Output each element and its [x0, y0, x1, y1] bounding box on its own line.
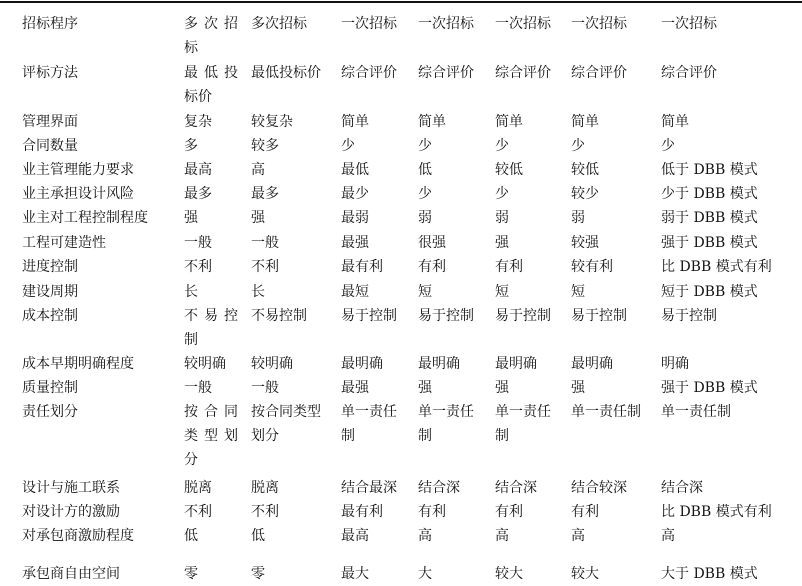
table-cell: 较复杂	[251, 114, 293, 130]
table-cell: 低	[251, 528, 265, 544]
row-header-cell: 工程可建造性	[22, 235, 106, 251]
row-header-cell: 成本早期明确程度	[22, 356, 134, 372]
table-cell: 比 DBB 模式有利	[661, 259, 772, 275]
row-header-cell: 合同数量	[22, 138, 78, 154]
table-cell: 零	[184, 566, 198, 582]
table-cell: 短于 DBB 模式	[661, 284, 758, 300]
table-cell: 高	[251, 162, 265, 178]
table-cell: 多次招标	[251, 16, 307, 32]
table-cell: 很强	[418, 235, 446, 251]
table-cell: 综合评价	[571, 65, 627, 81]
row-header-cell: 责任划分	[22, 404, 78, 420]
table-cell: 较强	[571, 235, 599, 251]
table-cell: 最多	[184, 186, 212, 202]
table-cell: 脱离	[184, 480, 212, 496]
table-cell: 单一责任制	[571, 404, 641, 420]
table-cell: 长	[184, 284, 198, 300]
table-cell: 结合深	[418, 480, 460, 496]
table-cell: 结合深	[495, 480, 537, 496]
table-cell: 有利	[418, 259, 446, 275]
row-header-cell: 管理界面	[22, 114, 78, 130]
table-cell: 简单	[418, 114, 446, 130]
table-cell: 有利	[418, 504, 446, 520]
table-cell: 零	[251, 566, 265, 582]
table-cell: 少	[661, 138, 675, 154]
table-cell: 结合最深	[341, 480, 397, 496]
table-cell: 强于 DBB 模式	[661, 235, 758, 251]
table-cell: 结合较深	[571, 480, 627, 496]
table-cell: 最低投标价	[251, 65, 321, 81]
table-cell: 强	[495, 380, 509, 396]
row-header-cell: 承包商自由空间	[22, 566, 120, 582]
table-cell: 一般	[251, 380, 279, 396]
table-cell: 较大	[495, 566, 523, 582]
table-cell: 最有利	[341, 504, 383, 520]
table-cell: 一次招标	[495, 16, 551, 32]
table-top-rule	[0, 1, 802, 3]
table-cell: 简单	[571, 114, 599, 130]
table-cell: 有利	[495, 504, 523, 520]
table-cell: 长	[251, 284, 265, 300]
table-cell: 易于控制	[571, 308, 627, 324]
table-cell: 短	[418, 284, 432, 300]
table-cell: 按合同类型划分	[184, 404, 238, 468]
table-cell: 最明确	[571, 356, 613, 372]
table-cell: 复杂	[184, 114, 212, 130]
row-header-cell: 设计与施工联系	[22, 480, 120, 496]
table-cell: 单一责任制	[341, 404, 397, 444]
table-cell: 少	[571, 138, 585, 154]
table-cell: 高	[418, 528, 432, 544]
table-cell: 较低	[495, 162, 523, 178]
table-cell: 最短	[341, 284, 369, 300]
table-cell: 明确	[661, 356, 689, 372]
table-cell: 大于 DBB 模式	[661, 566, 758, 582]
row-header-cell: 业主管理能力要求	[22, 162, 134, 178]
table-cell: 不利	[251, 259, 279, 275]
table-cell: 少	[495, 138, 509, 154]
table-cell: 强	[418, 380, 432, 396]
table-cell: 较有利	[571, 259, 613, 275]
table-cell: 简单	[495, 114, 523, 130]
table-cell: 一次招标	[661, 16, 717, 32]
table-cell: 大	[418, 566, 432, 582]
table-cell: 少于 DBB 模式	[661, 186, 758, 202]
table-cell: 一次招标	[418, 16, 474, 32]
table-cell: 最低投标价	[184, 65, 238, 105]
table-cell: 易于控制	[341, 308, 397, 324]
row-header-cell: 业主对工程控制程度	[22, 210, 148, 226]
table-cell: 简单	[661, 114, 689, 130]
table-cell: 最明确	[341, 356, 383, 372]
table-cell: 不利	[184, 504, 212, 520]
table-cell: 综合评价	[418, 65, 474, 81]
table-cell: 短	[571, 284, 585, 300]
table-cell: 单一责任制	[495, 404, 551, 444]
table-cell: 少	[495, 186, 509, 202]
table-cell: 不易控制	[184, 308, 238, 348]
table-cell: 单一责任制	[418, 404, 474, 444]
table-cell: 有利	[495, 259, 523, 275]
table-cell: 低	[184, 528, 198, 544]
row-header-cell: 对承包商激励程度	[22, 528, 134, 544]
table-cell: 短	[495, 284, 509, 300]
table-cell: 强	[495, 235, 509, 251]
table-cell: 易于控制	[418, 308, 474, 324]
table-cell: 较多	[251, 138, 279, 154]
table-cell: 不利	[251, 504, 279, 520]
table-cell: 综合评价	[661, 65, 717, 81]
row-header-cell: 质量控制	[22, 380, 78, 396]
table-cell: 多次招标	[184, 16, 238, 56]
table-cell: 较大	[571, 566, 599, 582]
table-cell: 多	[184, 138, 198, 154]
table-cell: 最多	[251, 186, 279, 202]
table-cell: 少	[418, 186, 432, 202]
table-cell: 一次招标	[341, 16, 397, 32]
table-cell: 比 DBB 模式有利	[661, 504, 772, 520]
table-cell: 最强	[341, 235, 369, 251]
table-cell: 脱离	[251, 480, 279, 496]
table-cell: 最强	[341, 380, 369, 396]
table-cell: 一般	[184, 380, 212, 396]
table-cell: 弱于 DBB 模式	[661, 210, 758, 226]
table-cell: 最低	[341, 162, 369, 178]
row-header-cell: 成本控制	[22, 308, 78, 324]
table-cell: 强	[184, 210, 198, 226]
table-cell: 综合评价	[495, 65, 551, 81]
table-cell: 较明确	[184, 356, 226, 372]
table-cell: 最大	[341, 566, 369, 582]
table-cell: 强	[571, 380, 585, 396]
table-cell: 高	[495, 528, 509, 544]
table-cell: 较明确	[251, 356, 293, 372]
table-cell: 最高	[184, 162, 212, 178]
table-cell: 易于控制	[495, 308, 551, 324]
table-cell: 简单	[341, 114, 369, 130]
table-cell: 较少	[571, 186, 599, 202]
table-cell: 一次招标	[571, 16, 627, 32]
table-cell: 不利	[184, 259, 212, 275]
row-header-cell: 进度控制	[22, 259, 78, 275]
table-cell: 低	[418, 162, 432, 178]
table-cell: 高	[661, 528, 675, 544]
table-cell: 最弱	[341, 210, 369, 226]
table-cell: 强于 DBB 模式	[661, 380, 758, 396]
table-cell: 弱	[418, 210, 432, 226]
table-cell: 不易控制	[251, 308, 307, 324]
table-cell: 弱	[495, 210, 509, 226]
table-cell: 一般	[251, 235, 279, 251]
table-cell: 结合深	[661, 480, 703, 496]
table-cell: 单一责任制	[661, 404, 731, 420]
row-header-cell: 建设周期	[22, 284, 78, 300]
table-cell: 最少	[341, 186, 369, 202]
table-cell: 高	[571, 528, 585, 544]
row-header-cell: 招标程序	[22, 16, 78, 32]
table-cell: 易于控制	[661, 308, 717, 324]
table-cell: 少	[341, 138, 355, 154]
table-cell: 少	[418, 138, 432, 154]
table-cell: 按合同类型划分	[251, 404, 321, 444]
table-cell: 有利	[571, 504, 599, 520]
table-cell: 较低	[571, 162, 599, 178]
table-cell: 强	[251, 210, 265, 226]
table-cell: 一般	[184, 235, 212, 251]
table-cell: 综合评价	[341, 65, 397, 81]
table-cell: 最有利	[341, 259, 383, 275]
table-cell: 最明确	[495, 356, 537, 372]
table-cell: 弱	[571, 210, 585, 226]
table-cell: 最高	[341, 528, 369, 544]
table-cell: 最明确	[418, 356, 460, 372]
row-header-cell: 对设计方的激励	[22, 504, 120, 520]
row-header-cell: 评标方法	[22, 65, 78, 81]
table-cell: 低于 DBB 模式	[661, 162, 758, 178]
row-header-cell: 业主承担设计风险	[22, 186, 134, 202]
